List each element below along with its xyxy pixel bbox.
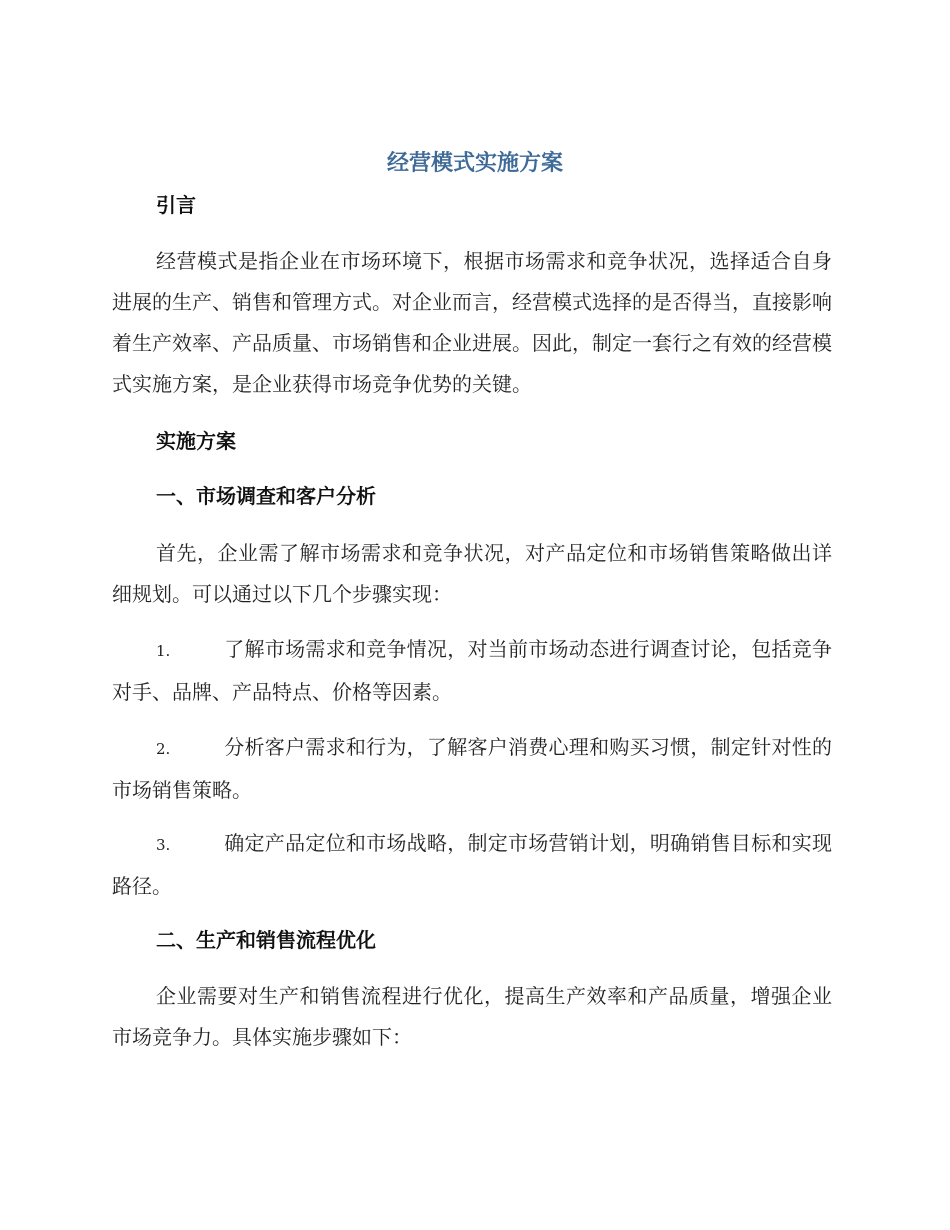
intro-paragraph: 经营模式是指企业在市场环境下，根据市场需求和竞争状况，选择适合自身进展的生产、销售和管理方式。对企业而言，经营模式选择的是否得当，直接影响着生产效率、产品质量、市场销售和企业进展。因此，制定一套行之有效的经营模式实施方案，是企业获得市场竞争优势的关键。: [112, 249, 832, 396]
list-item-number: 2.: [156, 740, 171, 758]
list-item-number: 3.: [156, 836, 171, 854]
part1-paragraph: 首先，企业需了解市场需求和竞争状况，对产品定位和市场销售策略做出详细规划。可以通过以下几个步骤实现：: [112, 541, 832, 606]
list-item-text: 确定产品定位和市场战略，制定市场营销计划，明确销售目标和实现路径。: [112, 831, 832, 898]
list-item-number: 1.: [156, 642, 171, 660]
list-item: [112, 823, 832, 907]
list-item-text: 了解市场需求和竞争情况，对当前市场动态进行调查讨论，包括竞争对手、品牌、产品特点、价格等因素。: [112, 637, 832, 704]
part2-heading: 二、生产和销售流程优化: [156, 928, 376, 952]
list-item-text: 分析客户需求和行为，了解客户消费心理和购买习惯，制定针对性的市场销售策略。: [112, 735, 832, 802]
plan-heading: 实施方案: [156, 429, 236, 453]
part2-paragraph: 企业需要对生产和销售流程进行优化，提高生产效率和产品质量，增强企业市场竞争力。具体实施步骤如下：: [112, 984, 832, 1049]
intro-heading: 引言: [156, 193, 196, 217]
part1-heading: 一、市场调查和客户分析: [156, 484, 376, 508]
document-title: 经营模式实施方案: [386, 151, 563, 176]
list-item: [112, 629, 832, 713]
list-item: [112, 727, 832, 811]
